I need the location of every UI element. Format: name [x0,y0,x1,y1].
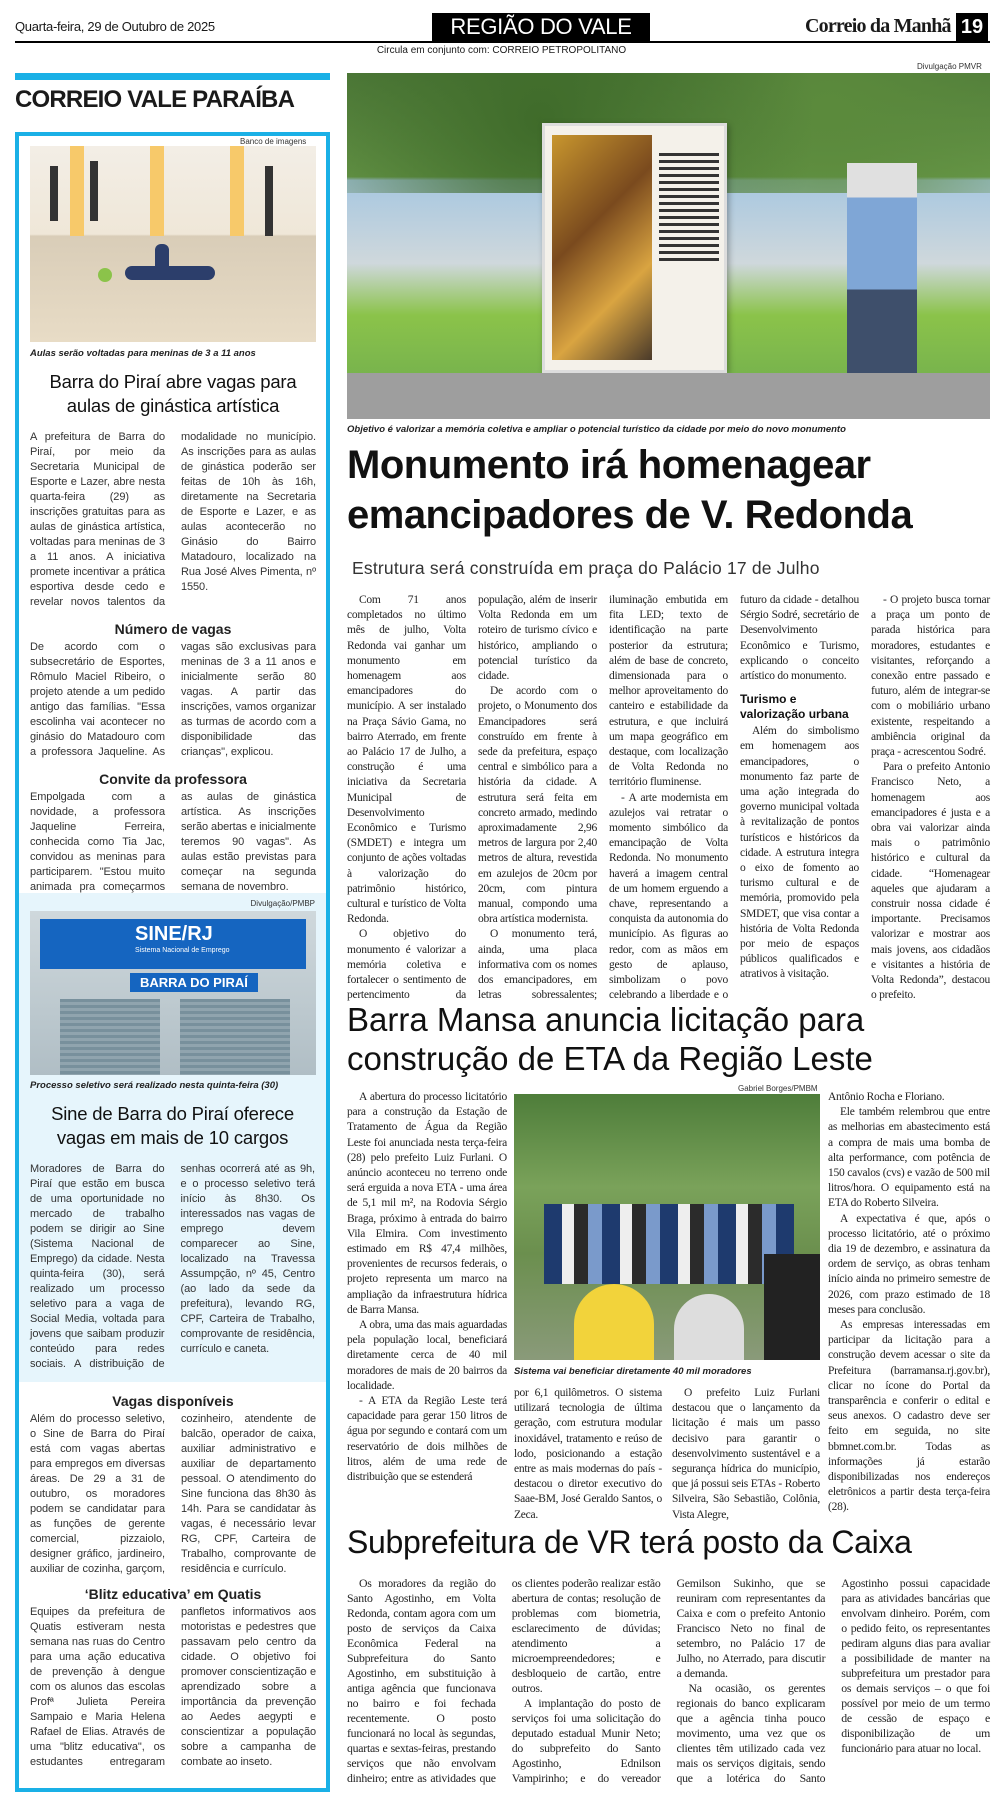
paragraph: A abertura do processo licitatório para a construção da Estação de Tratamento de Água da Região Leste foi anunciada nesta terça-feira (28) pelo prefeito Luiz Furlani. O anúncio aconteceu no terreno onde será erguida a nova ETA - uma área de 5,1 mil m², na Rodovia Sérgio Braga, próximo à entrada do bairro Vila Elmira. Com investimento estimado em R$ 47,4 milhões, provenientes de recursos federais, o projeto representa um marco na ampliação da infraestrutura hídrica de Barra Mansa. [347,1091,507,1316]
event-photo [514,1094,820,1360]
paragraph: - A arte modernista em azulejos vai retratar o momento simbólico da emancipação de Volta Redonda. No monumento haverá a imagem central de um homem erguendo a chave, representando a conquista da autonomia do município. As figuras ao redor, com as mãos em gesto de aplauso, simbolizam o povo celebrando a liberdade e o futuro da cidade - detalhou Sérgio Sodré, secretário de Desenvolvimento Econômico e Turismo, explicando o conceito artístico do monumento. [609,594,859,1002]
main-subtitle: Estrutura será construída em praça do Palácio 17 de Julho [352,558,820,578]
page-number: 19 [956,13,988,41]
paragraph: Além do simbolismo em homenagem aos emancipadores, o monumento faz parte de uma ação integrada do governo municipal voltada à revitalização de pontos turísticos e históricos da cidade. A estrutura integra o eixo de fomento ao turismo cultural e de memória, promovido pela SMDET, que visa contar a história de Volta Redonda por meio de espaços públicos qualificados e atrativos à visitação. [740,725,859,981]
edition-date: Quarta-feira, 29 de Outubro de 2025 [15,19,215,34]
sign-subtitle: Sistema Nacional de Emprego [135,947,230,954]
paragraph: De acordo com o projeto, o Monumento dos Emancipadores será construído em frente à sede da prefeitura, espaço central e simbólico para a história da cidade. A estrutura será feita em concreto armado, medindo aproximadamente 2,96 metros de largura por 2,40 metros de altura, revestida em azulejos de 20cm por 20cm, com pintura manual, compondo uma obra artística modernista. [478,685,597,926]
article-body [347,1576,990,1786]
article-subheading: Convite da professora [99,771,247,787]
monument-photo [347,73,990,419]
paragraph: A expectativa é que, após o processo licitatório, até o próximo dia 19 de dezembro, e assinatura da ordem de serviço, as obras tenham início ainda no primeiro semestre de 2026, com prazo estimado de 18 meses para conclusão. [828,1212,990,1316]
paragraph: As empresas interessadas em participar da licitação para a construção devem acessar o site da Prefeitura (barramansa.rj.gov.br), clicar no ícone do Portal da transparência e conferir o edital e seus anexos. O cadastro deve ser feito em seguida, no site bbmnet.com.br. Todas as informações já estarão disponibilizadas nos endereços eletrônicos a partir desta terça-feira (28). [828,1319,990,1514]
sine-office-photo [30,911,316,1075]
paragraph: Com 71 anos completados no último mês de julho, Volta Redonda vai ganhar um monumento em homenagem aos emancipadores do município. A ser instalado na Praça Sávio Gama, no bairro Aterrado, em frente ao Palácio 17 de Julho, a construção é uma iniciativa da Secretaria Municipal de Desenvolvimento Econômico e Turismo (SMDET) e integra um conjunto de ações voltadas à valorização do patrimônio histórico, cultural e turístico de Volta Redonda. [347,594,466,926]
paragraph: O objetivo do monumento é valorizar a memória coletiva e fortalecer o sentimento de pertencimento da população, além de inserir Volta Redonda em um roteiro de turismo cívico e histórico, ampliando o potencial turístico da cidade. [347,594,597,1002]
paragraph: Os moradores da região do Santo Agostinho, em Volta Redonda, contam agora com um posto de serviços da Caixa Econômica Federal na Subprefeitura do Santo Agostinho, em substituição à antiga agência que funcionava no bairro e foi fechada recentemente. O posto funcionará no local às segundas, quartas e sextas-feiras, prestando serviços que não envolvam dinheiro; entre as atividades que os clientes poderão realizar estão abertura de contas; resolução de problemas com biometria, esclarecimento de dúvidas; atendimento a microempreendedores; e desbloqueio de cartão, entre outros. [347,1576,661,1785]
circulation-note: Circula em conjunto com: CORREIO PETROPOLITANO [376,45,627,56]
header-divider [15,41,990,43]
article-subheading: Número de vagas [114,621,232,637]
article-body: De acordo com o subsecretário de Esportes, Rômulo Maciel Ribeiro, o projeto atende a um pedido antigo das famílias. "Essa escolinha vai acontecer no ginásio do Matadouro com a professora Jaqueline. As vagas são exclusivas para meninas de 3 a 11 anos e inicialmente serão 80 vagas. A partir das inscrições, vamos organizar as turmas de acordo com a disponibilidade das crianças", explicou. [30,641,316,758]
sine-article [19,893,326,1382]
photo-credit: Divulgação/PMBP [250,899,315,908]
newspaper-logo: Correio da Manhã [805,15,951,37]
article-body: Equipes da prefeitura de Quatis estiveram nesta semana nas ruas do Centro para uma ação educativa de prevenção à dengue com os alunos das escolas Profª Julieta Pereira Sampaio e Maria Helena Rafael de Elias. Através de uma "blitz educativa", os estudantes entregaram panfletos informativos aos motoristas e pedestres que passavam pelo centro da cidade. O objetivo foi promover conscientização e aprendizado sobre a importância da prevenção ao Aedes aegypti e conscientizar a população sobre a campanha de combate ao inseto. [30,1606,316,1768]
article-body: A prefeitura de Barra do Piraí, por meio da Secretaria Municipal de Esporte e Lazer, abre nesta quarta-feira (29) as inscrições gratuitas para as aulas de ginástica artística, voltadas para meninas de 3 a 11 anos. A iniciativa promete incentivar a prática esportiva desde cedo e revelar novos talentos da modalidade no município. As inscrições para as aulas de ginástica poderão ser feitas de 10h às 16h, diretamente na Secretaria de Esporte e Lazer, e as aulas acontecerão no Ginásio do Bairro Matadouro, localizado na Rua José Alves Pimenta, nº 1550. [30,431,316,608]
article-headline: Barra Mansa anuncia licitação para construção de ETA da Região Leste [347,1001,873,1077]
article-subheading: Vagas disponíveis [112,1393,234,1409]
paragraph: Na ocasião, os gerentes regionais do banco explicaram que a agência tinha pouco movimento, uma vez que os clientes têm utilizado cada vez mais os serviços digitais, sendo que a lotérica do Santo Agostinho possui capacidade para as atividades bancárias que envolvam dinheiro. Porém, com o pedido feito, os representantes pediram alguns dias para avaliar a possibilidade de manter na subprefeitura um prestador para os demais serviços – o que foi possível por meio de um termo de cessão de espaço e disponibilização de um funcionário para atuar no local. [676,1576,990,1785]
photo-credit: Banco de imagens [240,137,307,146]
article-body: Moradores de Barra do Piraí que estão em busca de uma oportunidade no mercado de trabalho podem se dirigir ao Sine (Sistema Nacional de Emprego) da cidade. Nesta quinta-feira (30), será realizado um processo seletivo para a vaga de Social Media, voltada para jovens que saibam produzir conteúdo para redes sociais. A distribuição de senhas ocorrerá até as 9h, e o processo seletivo terá início às 8h30. Os interessados nas vagas de emprego devem comparecer ao Sine, localizado na Travessa Assumpção, nº 45, Centro (ao lado da sede da prefeitura), levando RG, CPF, Carteira de Trabalho, comprovante de residência, currículo e caneta. [30,1163,315,1370]
article-body: Empolgada com a novidade, a professora Jaqueline Ferreira, conhecida como Tia Jac, convidou as meninas para participarem. "Estou muito animada pra começarmos as aulas de ginástica artística. As inscrições serão abertas e inicialmente teremos 90 vagas". As aulas estão previstas para começar na segunda semana de novembro. [30,791,316,893]
article-column-4 [828,1090,990,1516]
article-column-3 [672,1386,820,1523]
article-subheading: Turismo e valorização urbana [740,692,849,722]
sine-article-continued [30,1392,316,1770]
paragraph: por 6,1 quilômetros. O sistema utilizará tecnologia de última geração, com estrutura modular inoxidável, tratamento e reúso de lodo, posicionando a estação entre as mais modernas do país - destacou o diretor executivo do Saae-BM, José Geraldo Santos, o Zeca. [514,1387,662,1521]
section-accent-bar [15,73,330,80]
photo-credit: Divulgação PMVR [917,62,982,71]
column-title: CORREIO VALE PARAÍBA [15,86,295,113]
gymnastics-photo [30,146,316,342]
main-headline: Monumento irá homenagear emancipadores de V. Redonda [347,443,913,537]
paragraph: Ele também relembrou que entre as melhorias em abastecimento está a compra de mais uma bomba de alta performance, com potência de 150 cavalos (cvs) e vazão de 500 mil litros/hora. O equipamento está na ETA do Roberto Silveira. [828,1106,990,1210]
photo-caption: Processo seletivo será realizado nesta quinta-feira (30) [30,1080,279,1091]
paragraph: Antônio Rocha e Floriano. [828,1091,945,1103]
paragraph: A implantação do posto de serviços foi uma solicitação do deputado estadual Munir Neto; do subprefeito do Santo Agostinho, Ednilson Vampirinho; e do vereador Gemilson Sukinho, que se reuniram com representantes da Caixa e com o prefeito Antonio Francisco Neto no final de setembro, no Palácio 17 de Julho, no Aterrado, para discutir a demanda. [511,1576,826,1785]
article-column-2 [514,1386,662,1523]
sign-city: BARRA DO PIRAÍ [130,973,258,992]
photo-caption: Objetivo é valorizar a memória coletiva e ampliar o potencial turístico da cidade por meio do novo monumento [347,424,846,435]
section-title: REGIÃO DO VALE [432,13,650,41]
paragraph: O prefeito Luiz Furlani destacou que o lançamento da licitação é mais um passo decisivo para garantir o desenvolvimento sustentável e a segurança hídrica do município, que já possui seis ETAs - Roberto Silveira, São Sebastião, Colônia, Vista Alegre, [672,1387,820,1521]
photo-caption: Aulas serão voltadas para meninas de 3 a 11 anos [30,348,256,359]
gymnastics-article [30,348,316,895]
paragraph: A obra, uma das mais aguardadas pela população local, beneficiará diretamente cerca de 40 mil moradores de mais de 20 bairros da localidade. [347,1319,507,1392]
article-headline: Barra do Piraí abre vagas para aulas de ginástica artística [49,371,297,416]
paragraph: O monumento terá, ainda, uma placa informativa com os nomes dos emancipadores, em letras sobressalentes; iluminação embutida em fita LED; texto de identificação na parte posterior da estrutura; além de base de concreto, dimensionada para o melhor aproveitamento do canteiro e estabilidade da estrutura, e que incluirá um mapa geográfico em destaque, com localização de Volta Redonda no território fluminense. [478,594,728,1002]
paragraph: - O projeto busca tornar a praça um ponto de parada histórica para moradores, estudantes e visitantes, reforçando a conexão entre passado e futuro, além de integrar-se com o mobiliário urbano existente, respeitando a ambiência original da praça - acrescentou Sodré. [871,594,990,759]
article-headline: Subprefeitura de VR terá posto da Caixa [347,1524,912,1560]
article-column-1 [347,1090,507,1485]
paragraph: Para o prefeito Antonio Francisco Neto, a homenagem aos emancipadores é justa e a obra vai valorizar ainda mais o patrimônio histórico e cultural da cidade. “Homenagear aqueles que ajudaram a construir nossa cidade é importante. Precisamos valorizar e mostrar aos mais jovens, aos cidadãos e visitantes a história de Volta Redonda”, destacou o prefeito. [871,761,990,1002]
photo-caption: Sistema vai beneficiar diretamente 40 mil moradores [514,1366,752,1377]
sign-title: SINE/RJ [135,923,213,945]
article-body: Além do processo seletivo, o Sine de Barra do Piraí está com vagas abertas para empregos em diversas áreas. De 29 a 31 de outubro, os moradores podem se candidatar para as funções de gerente comercial, pizzaiolo, designer gráfico, jardineiro, auxiliar de cozinha, garçom, cozinheiro, atendente de balcão, operador de caixa, auxiliar administrativo e auxiliar de departamento pessoal. O atendimento do Sine funciona das 8h30 às 14h. Para se candidatar às vagas, é necessário levar RG, CPF, Carteira de Trabalho, comprovante de residência e currículo. [30,1413,316,1575]
article-headline: Sine de Barra do Piraí oferece vagas em mais de 10 cargos [51,1103,294,1148]
photo-credit: Gabriel Borges/PMBM [738,1084,818,1093]
article-subheading: ‘Blitz educativa’ em Quatis [84,1586,262,1602]
main-article-body [347,593,990,1003]
paragraph: - A ETA da Região Leste terá capacidade para gerar 150 litros de água por segundo e contará com um reservatório de dois milhões de litros, além de uma rede de distribuição que se estenderá [347,1395,507,1484]
